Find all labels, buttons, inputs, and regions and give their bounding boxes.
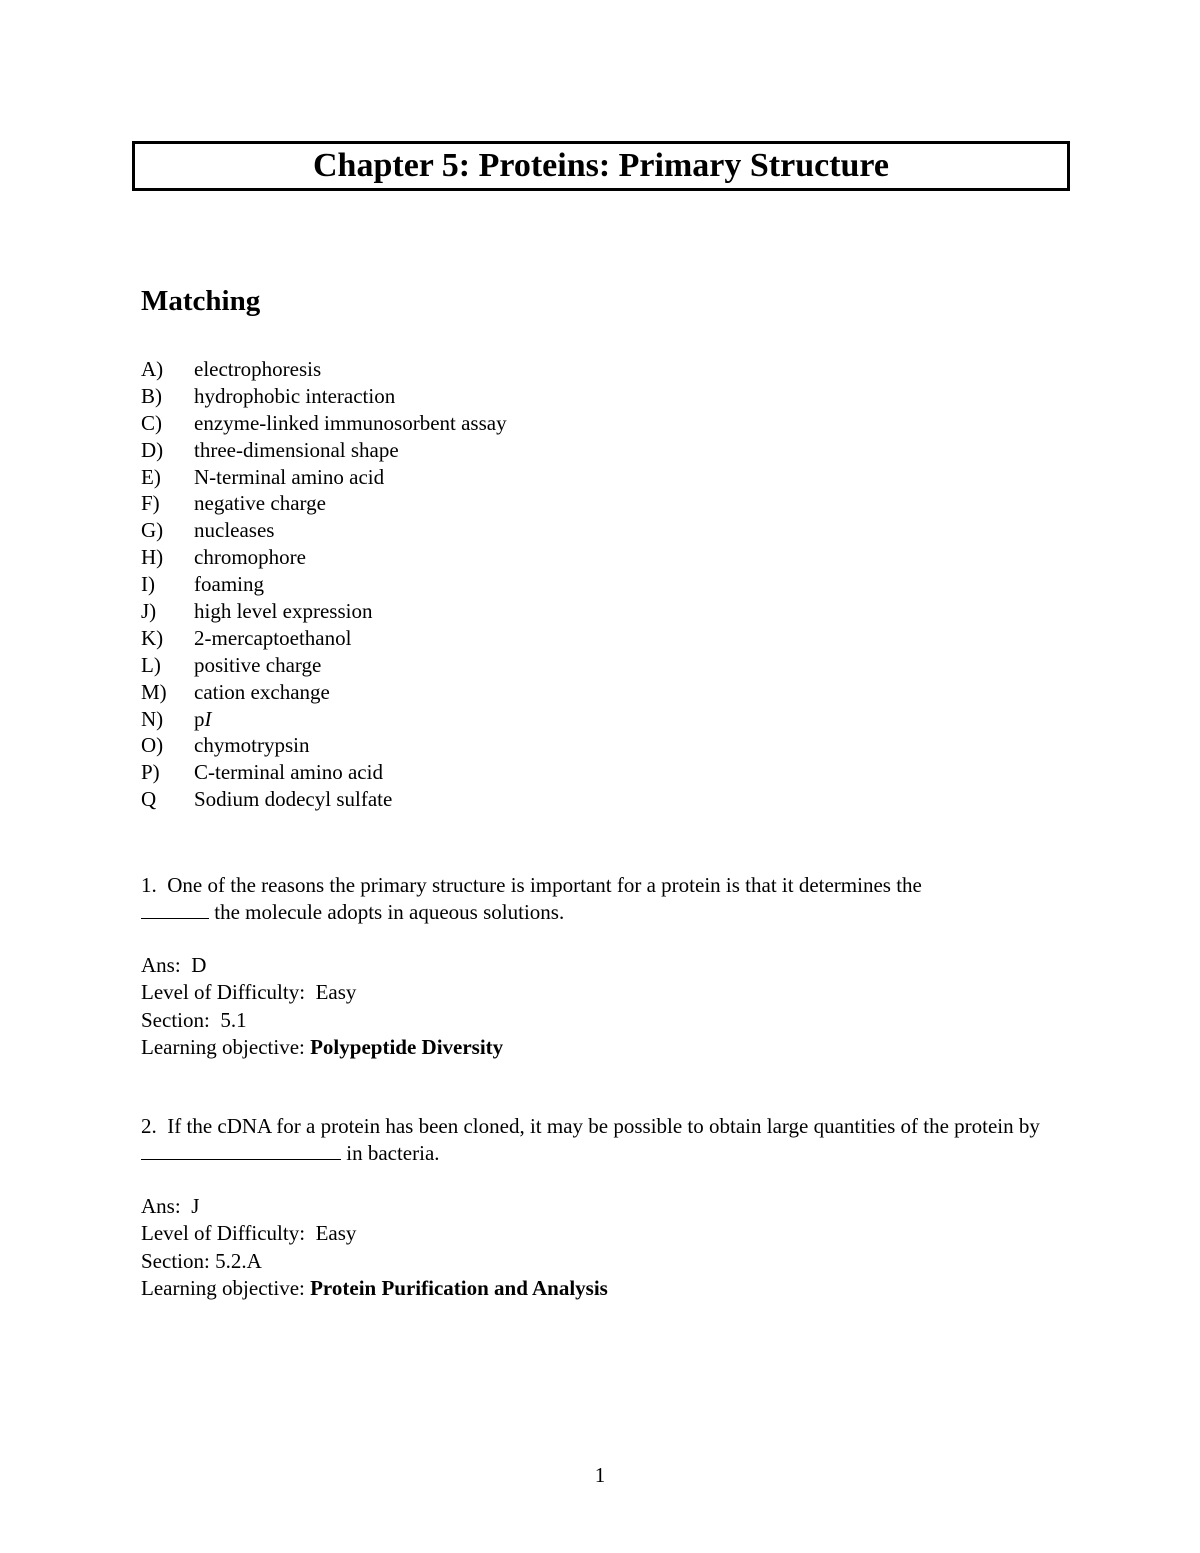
question-number: 2. — [141, 1114, 157, 1138]
question-2 — [141, 1113, 1071, 1167]
objective-value: Protein Purification and Analysis — [310, 1275, 608, 1300]
matching-term: enzyme-linked immunosorbent assay — [194, 410, 507, 435]
question-1-metadata — [141, 952, 503, 1061]
matching-term: high level expression — [194, 599, 373, 624]
matching-term: positive charge — [194, 652, 322, 677]
matching-letter: O) — [141, 733, 164, 758]
difficulty-value: Easy — [315, 980, 357, 1005]
matching-list — [141, 356, 507, 813]
matching-term: chymotrypsin — [194, 733, 310, 758]
matching-letter: J) — [141, 599, 157, 624]
matching-item — [141, 464, 507, 491]
matching-item — [141, 679, 507, 706]
matching-term: electrophoresis — [194, 357, 322, 381]
matching-term: p — [194, 706, 205, 731]
difficulty-line — [141, 1220, 608, 1247]
page-number: 1 — [594, 1463, 606, 1487]
answer-value: D — [191, 953, 207, 977]
matching-term: hydrophobic interaction — [194, 383, 396, 408]
matching-item — [141, 544, 507, 571]
matching-term: negative charge — [194, 491, 326, 516]
question-number: 1. — [141, 873, 157, 897]
section-label: Section: — [141, 1007, 210, 1032]
matching-letter: I) — [141, 572, 155, 597]
chapter-title: Chapter 5: Proteins: Primary Structure — [313, 147, 889, 184]
matching-term: C-terminal amino acid — [194, 760, 383, 785]
matching-term: foaming — [194, 572, 264, 597]
answer-line — [141, 1193, 608, 1220]
section-label: Section: — [141, 1248, 210, 1273]
matching-term-italic: I — [204, 706, 212, 731]
section-line — [141, 1248, 608, 1275]
matching-term: cation exchange — [194, 679, 330, 704]
objective-line — [141, 1275, 608, 1302]
matching-item — [141, 706, 507, 733]
matching-item — [141, 383, 507, 410]
matching-letter: K) — [141, 625, 164, 650]
difficulty-value: Easy — [315, 1221, 357, 1246]
difficulty-label: Level of Difficulty: — [141, 980, 306, 1005]
matching-letter: L) — [141, 652, 161, 677]
matching-letter: H) — [141, 545, 164, 570]
objective-label: Learning objective: — [141, 1275, 305, 1300]
matching-item — [141, 437, 507, 464]
matching-term: chromophore — [194, 545, 306, 570]
matching-letter: C) — [141, 410, 162, 435]
matching-letter: P) — [141, 760, 160, 785]
matching-letter: B) — [141, 383, 162, 408]
question-text: If the cDNA for a protein has been cloned, it may be possible to obtain large quantities of the protein by — [167, 1114, 1040, 1138]
difficulty-label: Level of Difficulty: — [141, 1221, 306, 1246]
matching-letter: G) — [141, 518, 164, 543]
matching-item — [141, 625, 507, 652]
matching-term: nucleases — [194, 518, 275, 543]
question-text-continued: in bacteria. — [346, 1141, 440, 1165]
question-text-continued: the molecule adopts in aqueous solutions. — [214, 900, 565, 924]
matching-letter: Q — [141, 787, 157, 812]
matching-item — [141, 732, 507, 759]
answer-line — [141, 952, 503, 979]
matching-letter: E) — [141, 464, 161, 489]
matching-item — [141, 410, 507, 437]
question-1 — [141, 872, 1071, 926]
difficulty-line — [141, 979, 503, 1006]
answer-label: Ans: — [141, 1194, 181, 1218]
matching-term: 2-mercaptoethanol — [194, 625, 352, 650]
matching-item — [141, 652, 507, 679]
matching-item — [141, 786, 507, 813]
question-2-metadata — [141, 1193, 608, 1302]
matching-letter: M) — [141, 679, 167, 704]
matching-item — [141, 598, 507, 625]
chapter-title-box — [132, 141, 1070, 191]
section-line — [141, 1007, 503, 1034]
matching-letter: A) — [141, 357, 164, 381]
matching-letter: N) — [141, 706, 164, 731]
matching-item — [141, 759, 507, 786]
matching-item — [141, 517, 507, 544]
objective-value: Polypeptide Diversity — [310, 1034, 504, 1059]
matching-term: three-dimensional shape — [194, 437, 399, 462]
objective-line — [141, 1034, 503, 1061]
objective-label: Learning objective: — [141, 1034, 305, 1059]
matching-item — [141, 571, 507, 598]
answer-label: Ans: — [141, 953, 181, 977]
matching-item — [141, 490, 507, 517]
answer-blank — [141, 900, 209, 919]
matching-term: N-terminal amino acid — [194, 464, 385, 489]
matching-letter: F) — [141, 491, 160, 516]
matching-term: Sodium dodecyl sulfate — [194, 787, 393, 812]
answer-blank — [141, 1141, 341, 1160]
matching-letter: D) — [141, 437, 164, 462]
answer-value: J — [191, 1194, 200, 1218]
section-value: 5.2.A — [215, 1248, 262, 1273]
question-text: One of the reasons the primary structure is important for a protein is that it determines the — [167, 873, 922, 897]
matching-item — [141, 356, 507, 383]
section-heading-matching: Matching — [141, 285, 261, 317]
section-value: 5.1 — [220, 1007, 247, 1032]
